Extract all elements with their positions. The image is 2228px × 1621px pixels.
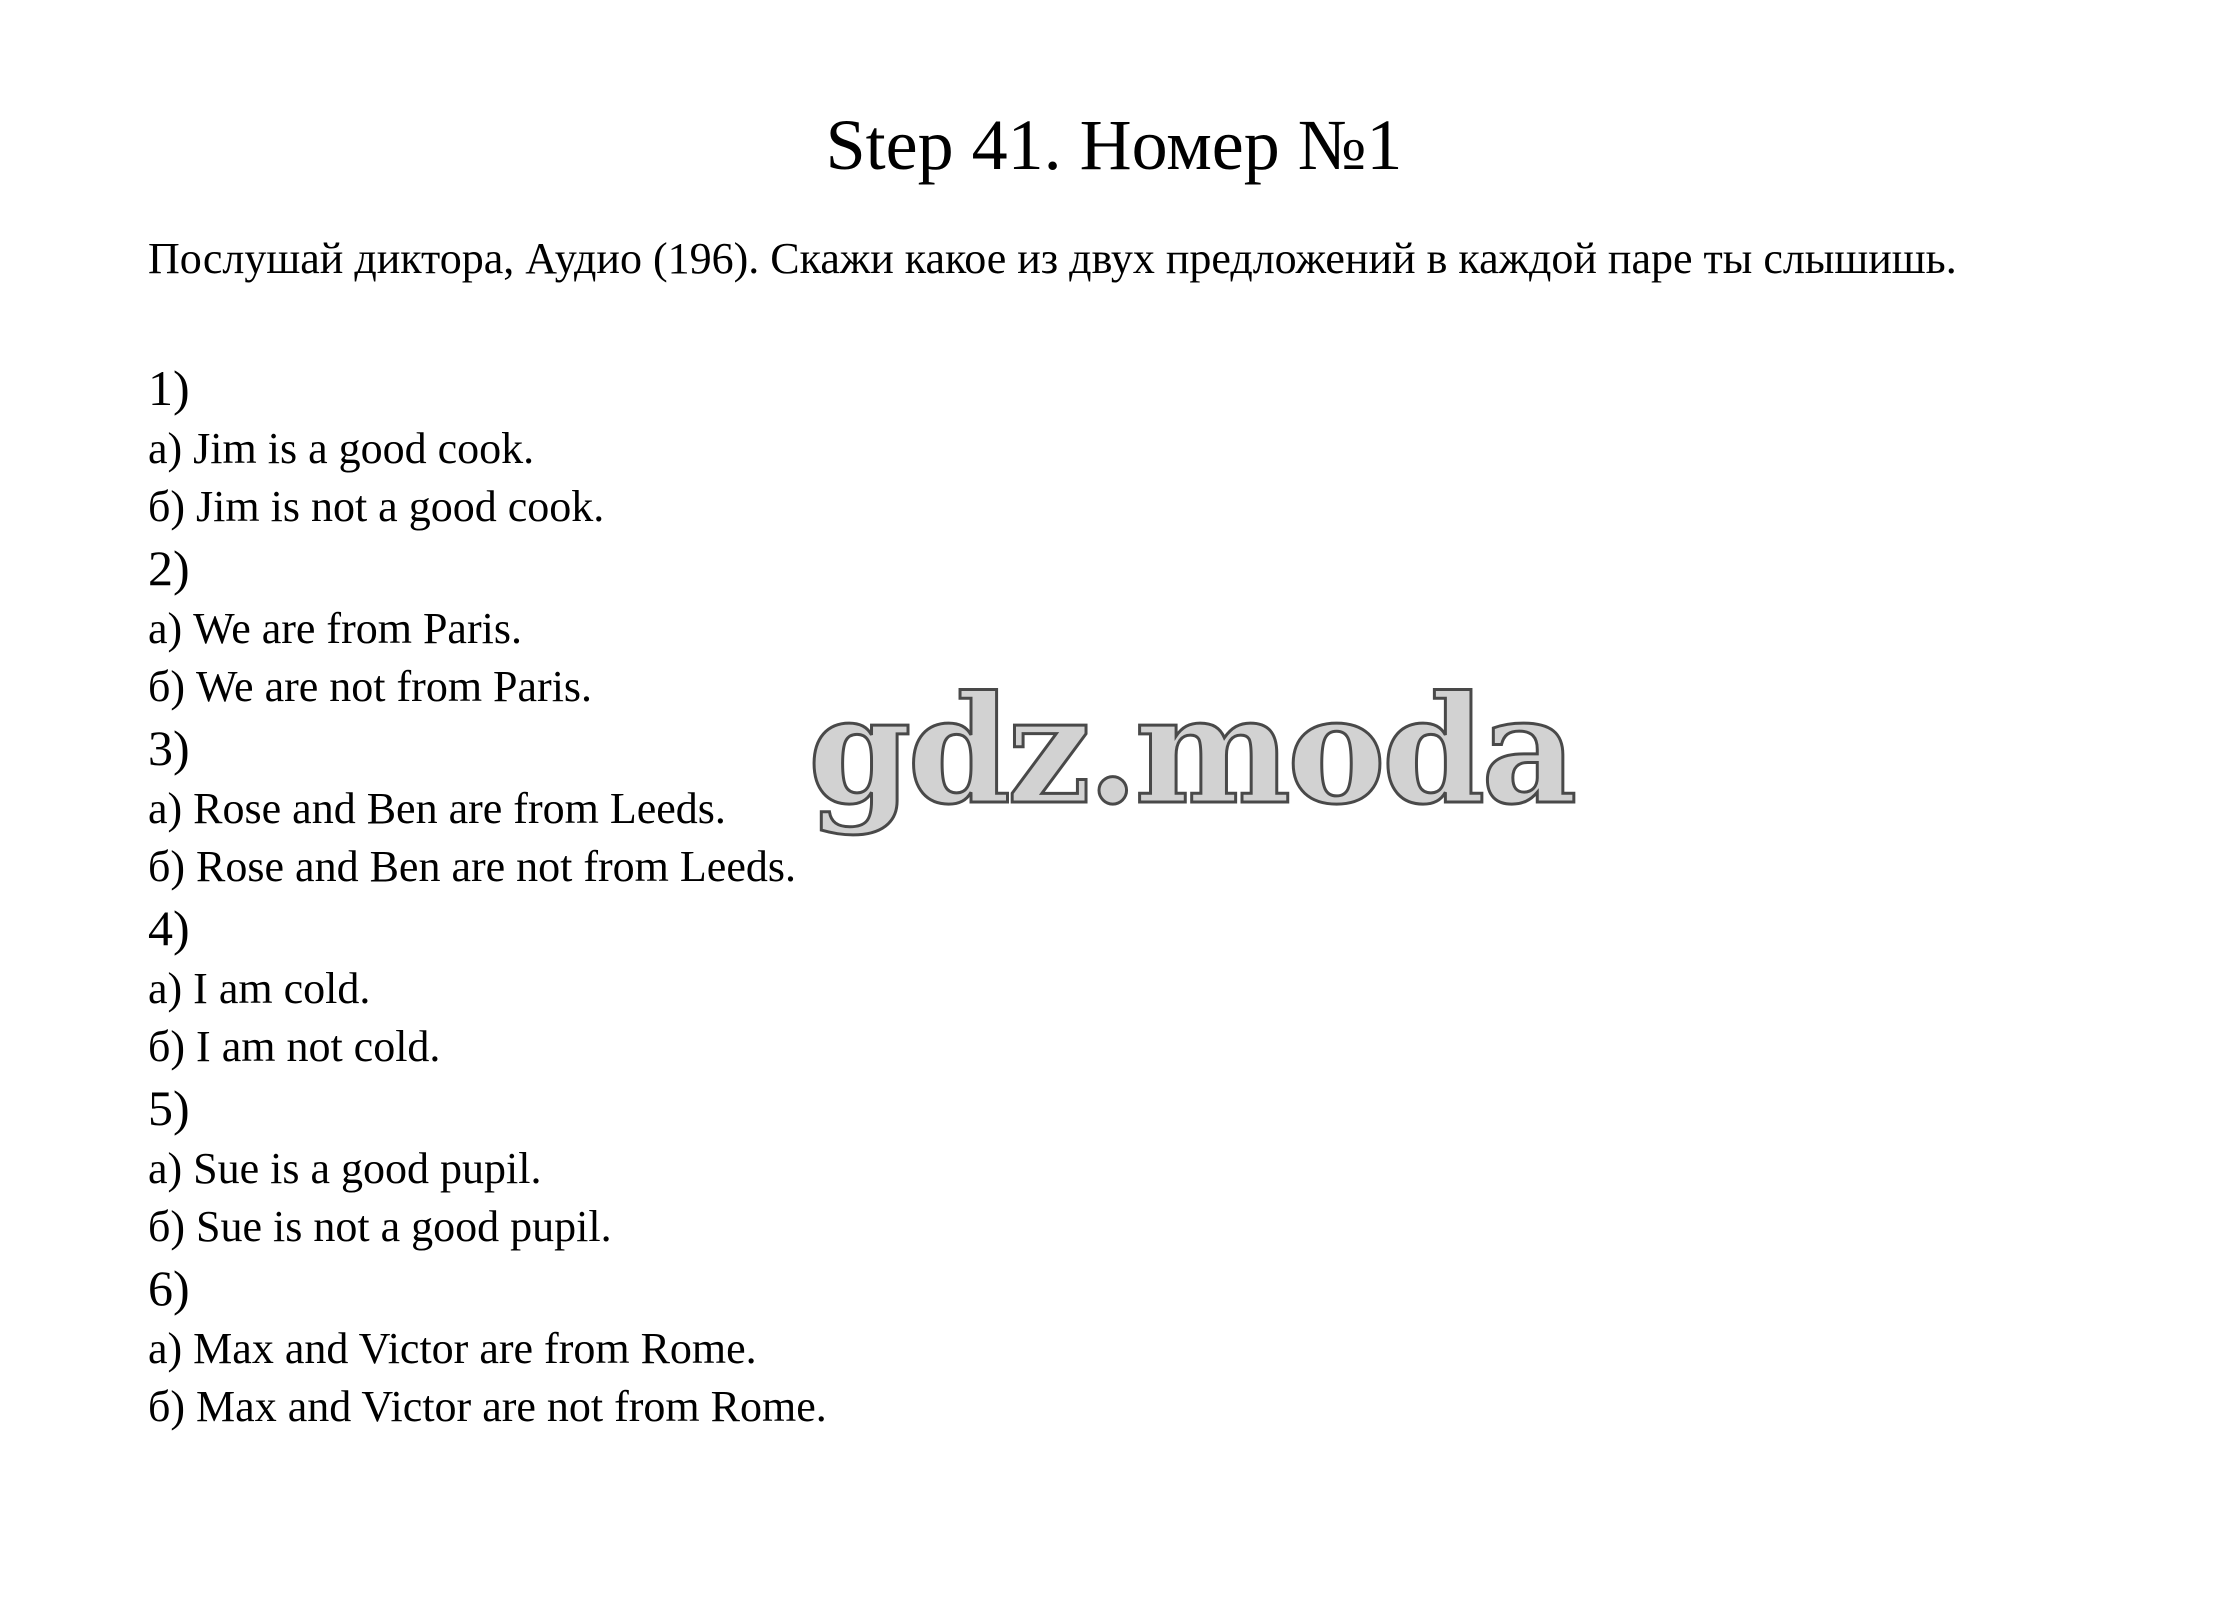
option-b: б) Rose and Ben are not from Leeds. xyxy=(148,842,796,891)
page-title: Step 41. Номер №1 xyxy=(825,105,1403,185)
option-b: б) Jim is not a good cook. xyxy=(148,482,605,531)
item-number: 4) xyxy=(148,900,190,956)
watermark-logo: gdz.moda xyxy=(808,663,1574,837)
item-number: 2) xyxy=(148,540,190,596)
exercise-item-1 xyxy=(148,356,2048,536)
exercise-item-4 xyxy=(148,896,2048,1076)
option-b: б) We are not from Paris. xyxy=(148,662,593,711)
option-b: б) I am not cold. xyxy=(148,1022,441,1071)
option-b: б) Max and Victor are not from Rome. xyxy=(148,1382,827,1431)
option-a: а) Max and Victor are from Rome. xyxy=(148,1324,757,1373)
item-number: 5) xyxy=(148,1080,190,1136)
option-a: а) Rose and Ben are from Leeds. xyxy=(148,784,726,833)
option-b: б) Sue is not a good pupil. xyxy=(148,1202,612,1251)
option-a: а) Sue is a good pupil. xyxy=(148,1144,542,1193)
item-number: 1) xyxy=(148,360,190,416)
exercise-item-5 xyxy=(148,1076,2048,1256)
exercise-items xyxy=(148,356,2048,1436)
item-number: 3) xyxy=(148,720,190,776)
exercise-instruction: Послушай диктора, Аудио (196). Скажи какое из двух предложений в каждой паре ты слышишь. xyxy=(148,234,1957,283)
item-number: 6) xyxy=(148,1260,190,1316)
option-a: а) I am cold. xyxy=(148,964,371,1013)
option-a: а) Jim is a good cook. xyxy=(148,424,535,473)
option-a: а) We are from Paris. xyxy=(148,604,522,653)
exercise-item-6 xyxy=(148,1256,2048,1436)
